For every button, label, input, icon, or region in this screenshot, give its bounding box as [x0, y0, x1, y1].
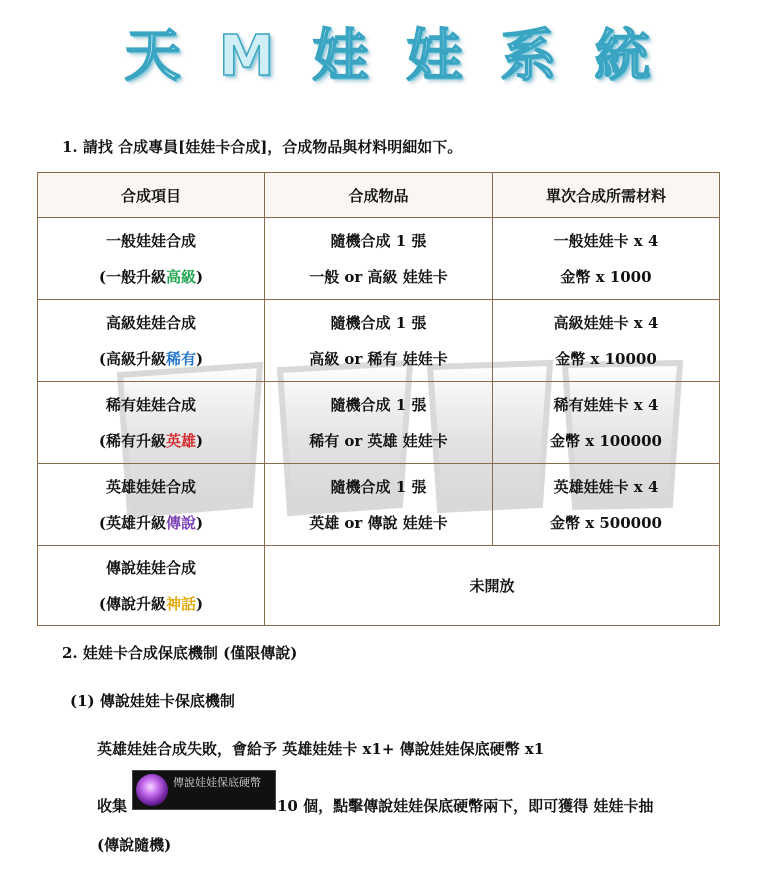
material-cell	[493, 464, 720, 546]
table-row	[38, 300, 720, 382]
title-char: 統	[594, 24, 657, 89]
title-char: 系	[500, 24, 563, 89]
material-line-2: 金幣 x 500000	[549, 513, 662, 532]
collect-prefix: 收集	[97, 797, 128, 815]
coin-item-label: 傳說娃娃保底硬幣	[173, 776, 261, 789]
purple-orb-icon	[136, 774, 168, 806]
item-name: 稀有娃娃合成	[105, 395, 196, 414]
item-sub-highlight: 英雄	[165, 431, 196, 450]
item-sub-post: )	[196, 431, 204, 450]
description-line-2: 10 個，點擊傳說娃娃保底硬幣兩下，即可獲得 娃娃卡抽	[277, 797, 654, 815]
material-line-1: 英雄娃娃卡 x 4	[553, 477, 659, 496]
material-line-1: 一般娃娃卡 x 4	[553, 231, 659, 250]
not-open-cell	[265, 546, 720, 626]
item-cell	[38, 382, 265, 464]
table-row	[38, 218, 720, 300]
item-name: 高級娃娃合成	[105, 313, 196, 332]
section2-heading: 2. 娃娃卡合成保底機制 (僅限傳說)	[62, 644, 298, 662]
item-sub-post: )	[196, 594, 204, 613]
item-name: 傳說娃娃合成	[105, 558, 196, 577]
item-sub	[38, 423, 264, 459]
table-row	[38, 546, 720, 626]
product-cell	[265, 464, 493, 546]
table-header-row	[38, 173, 720, 218]
material-line-1: 高級娃娃卡 x 4	[553, 313, 659, 332]
item-cell	[38, 300, 265, 382]
material-line-2: 金幣 x 100000	[549, 431, 662, 450]
material-line-2: 金幣 x 10000	[555, 349, 657, 368]
item-sub	[38, 586, 264, 622]
not-open-text: 未開放	[469, 577, 515, 595]
header-cell: 合成物品	[265, 173, 493, 218]
item-sub-highlight: 稀有	[165, 349, 196, 368]
item-sub-highlight: 高級	[165, 267, 196, 286]
description-line-1: 英雄娃娃合成失敗，會給予 英雄娃娃卡 x1+ 傳說娃娃保底硬幣 x1	[97, 740, 545, 758]
material-line-1: 稀有娃娃卡 x 4	[553, 395, 659, 414]
item-cell	[38, 218, 265, 300]
product-cell	[265, 218, 493, 300]
item-sub-post: )	[196, 349, 204, 368]
synthesis-table	[37, 172, 720, 626]
legend-coin-item	[132, 770, 276, 810]
section1-heading: 1. 請找 合成專員[娃娃卡合成]，合成物品與材料明細如下。	[62, 138, 463, 156]
product-line-2: 高級 or 稀有 娃娃卡	[309, 349, 448, 368]
product-line-1: 隨機合成 1 張	[330, 231, 427, 250]
product-line-1: 隨機合成 1 張	[330, 395, 427, 414]
material-line-2: 金幣 x 1000	[560, 267, 652, 286]
title-char: M	[218, 24, 281, 89]
item-sub	[38, 259, 264, 295]
table-row	[38, 382, 720, 464]
product-line-2: 一般 or 高級 娃娃卡	[309, 267, 448, 286]
item-sub	[38, 341, 264, 377]
item-sub-highlight: 神話	[165, 594, 196, 613]
item-cell	[38, 546, 265, 626]
header-cell: 合成項目	[38, 173, 265, 218]
subsection-heading: (1) 傳說娃娃卡保底機制	[70, 692, 235, 710]
item-sub	[38, 505, 264, 541]
item-name: 英雄娃娃合成	[105, 477, 196, 496]
header-cell: 單次合成所需材料	[493, 173, 720, 218]
page-title	[0, 12, 781, 92]
material-cell	[493, 382, 720, 464]
product-cell	[265, 382, 493, 464]
material-cell	[493, 300, 720, 382]
item-name: 一般娃娃合成	[105, 231, 196, 250]
item-sub-pre: (英雄升級	[98, 513, 166, 532]
product-line-2: 稀有 or 英雄 娃娃卡	[309, 431, 448, 450]
description-line-3: (傳說隨機)	[97, 836, 172, 854]
title-char: 天	[124, 24, 187, 89]
product-line-1: 隨機合成 1 張	[330, 477, 427, 496]
product-line-2: 英雄 or 傳說 娃娃卡	[309, 513, 448, 532]
item-sub-pre: (傳說升級	[98, 594, 166, 613]
material-cell	[493, 218, 720, 300]
title-char: 娃	[312, 24, 375, 89]
product-line-1: 隨機合成 1 張	[330, 313, 427, 332]
table-row	[38, 464, 720, 546]
product-cell	[265, 300, 493, 382]
item-cell	[38, 464, 265, 546]
item-sub-post: )	[196, 513, 204, 532]
title-char: 娃	[406, 24, 469, 89]
item-sub-pre: (高級升級	[98, 349, 166, 368]
item-sub-post: )	[196, 267, 204, 286]
item-sub-highlight: 傳說	[165, 513, 196, 532]
item-sub-pre: (稀有升級	[98, 431, 166, 450]
item-sub-pre: (一般升級	[98, 267, 166, 286]
